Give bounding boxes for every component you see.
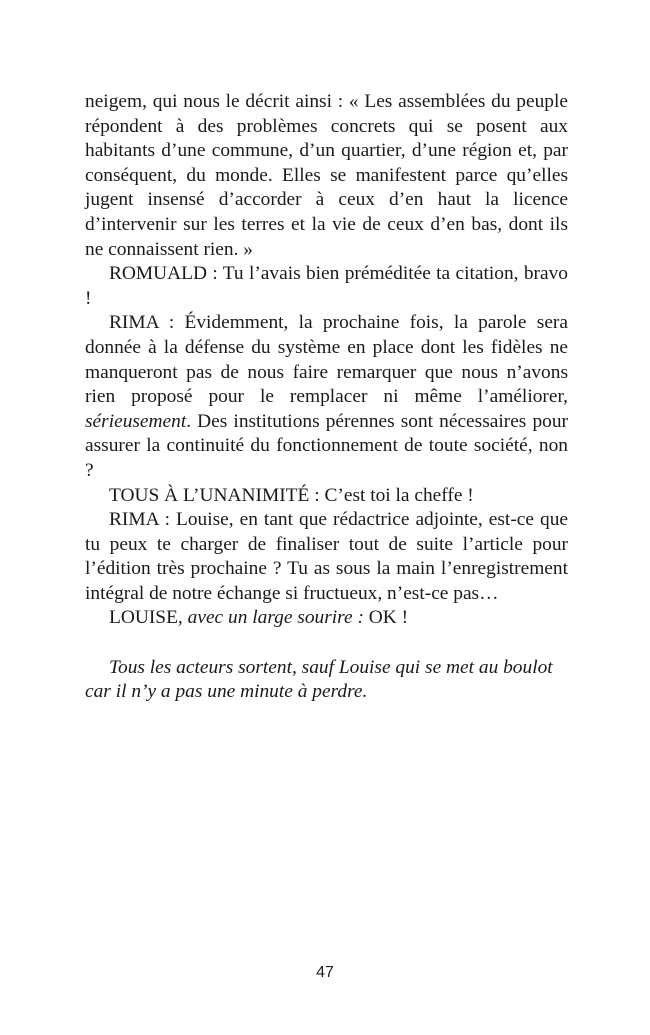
dialogue-text: ROMUALD : Tu l’avais bien préméditée ta citation, bravo ! [85, 263, 568, 309]
quote-paragraph [85, 90, 568, 262]
dialogue-romuald [85, 262, 568, 311]
stage-aside: avec un large sourire : [187, 607, 364, 629]
dialogue-italic-word: sérieusement [85, 410, 187, 432]
dialogue-louise [85, 606, 568, 631]
stage-direction [85, 656, 568, 705]
page-number: 47 [316, 964, 334, 981]
page-body [85, 90, 568, 705]
dialogue-text: RIMA : Louise, en tant que rédactrice adjointe, est-ce que tu peux te charger de finaliser tout de suite l’article pour l’édition très prochaine ? Tu as sous la main l’enregistrement intégral de notre échange si fructueux, n’est-ce pas… [85, 509, 568, 604]
dialogue-rima-1 [85, 311, 568, 483]
dialogue-rima-2 [85, 508, 568, 606]
speaker-name: LOUISE, [109, 607, 188, 629]
dialogue-text: OK ! [363, 607, 409, 629]
stage-direction-text: Tous les acteurs sortent, sauf Louise qui se met au boulot car il n’y a pas une minute à perdre. [85, 656, 553, 703]
dialogue-text: TOUS À L’UNANIMITÉ : C’est toi la cheffe ! [109, 484, 474, 506]
dialogue-tous [85, 484, 568, 509]
dialogue-text-part-b: . Des institutions pérennes sont nécessaires pour assurer la continuité du fonctionnement de toute société, non ? [85, 410, 568, 481]
dialogue-text-part-a: RIMA : Évidemment, la prochaine fois, la parole sera donnée à la défense du système en place dont les fidèles ne manqueront pas de nous faire remarquer que nous n’avons rien proposé pour le remplacer ni même l’améliorer, [85, 312, 568, 408]
quote-text: neigem, qui nous le décrit ainsi : « Les assemblées du peuple répondent à des problèmes concrets qui se posent aux habitants d’une commune, d’un quartier, d’une région et, par conséquent, du monde. Elles se manifestent parce qu’elles jugent insensé d’accorder à ceux d’en haut la licence d’intervenir sur les terres et la vie de ceux d’en bas, dont ils ne connaissent rien. » [85, 91, 568, 260]
